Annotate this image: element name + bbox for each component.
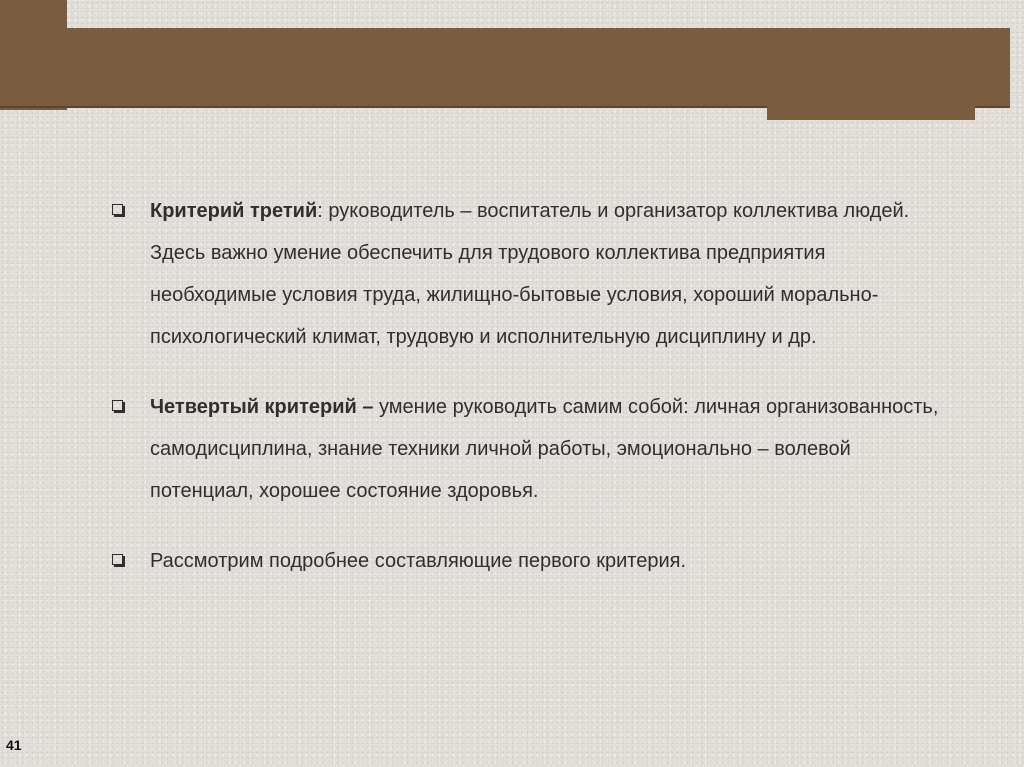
item-heading: Критерий третий — [150, 200, 318, 222]
square-bullet-icon — [112, 400, 123, 411]
item-heading: Четвертый критерий – — [150, 396, 374, 418]
item-text: Рассмотрим подробнее составляющие первого критерия. — [150, 550, 687, 572]
bullet-item-third-criterion — [112, 190, 952, 358]
square-bullet-icon — [112, 204, 123, 215]
square-bullet-icon — [112, 554, 123, 565]
header-band — [0, 28, 1010, 106]
item-text: умение руководить самим собой: личная организованность, самодисциплина, знание техники личной работы, эмоционально – волевой потенциал, хорошее состояние здоровья. — [150, 396, 939, 502]
bullet-item-first-criterion-intro — [112, 540, 952, 582]
header-accent-strip — [767, 106, 975, 120]
bullet-item-fourth-criterion — [112, 386, 952, 512]
item-text: : руководитель – воспитатель и организатор коллектива людей. Здесь важно умение обеспечить для трудового коллектива предприятия необходимые условия труда, жилищно-бытовые условия, хороший морально-психологический климат, трудовую и исполнительную дисциплину и др. — [150, 200, 910, 348]
slide-number: 41 — [6, 737, 22, 753]
slide-content — [112, 190, 952, 610]
